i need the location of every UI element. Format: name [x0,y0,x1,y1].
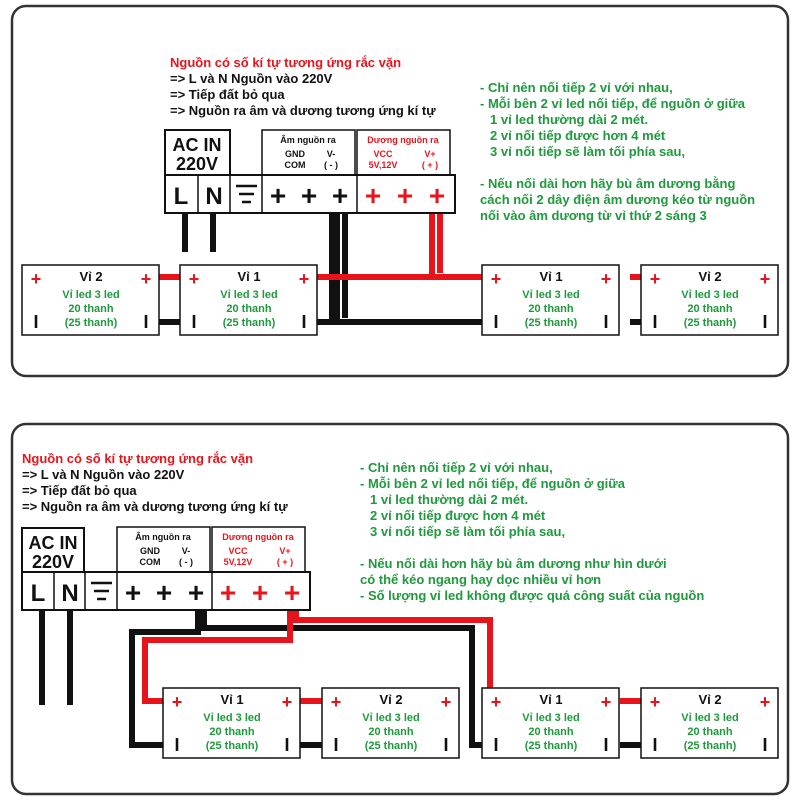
header-line: => Nguồn ra âm và dương tương ứng kí tự [22,499,288,514]
terminal-pos-2: + [396,180,414,211]
note-line: 3 vỉ nối tiếp sẽ làm tối phía sau, [490,144,686,159]
panel-1 [12,6,788,376]
negative-out-header: Âm nguồn ra [135,532,191,542]
header-title: Nguồn có số kí tự tương ứng rắc vặn [22,451,254,466]
module-minus: I [284,735,290,755]
vpos-sign-label: ( + ) [276,557,294,567]
note-line: 1 vỉ led thường dài 2 mét. [490,112,649,127]
terminal-n: N [205,183,223,210]
header-line: => L và N Nguồn vào 220V [22,467,185,482]
vcc-label: VCC [228,546,248,556]
header-line: => Nguồn ra âm và dương tương ứng kí tự [170,103,436,118]
note-line: 3 vỉ nối tiếp sẽ làm tối phía sau, [370,524,566,539]
gnd-label: GND [285,149,305,159]
note-line: - Mỗi bên 2 vỉ led nối tiếp, để nguồn ở giữa [360,476,625,491]
gnd-label: GND [140,546,160,556]
panel-2 [12,424,788,794]
module-minus: I [333,735,339,755]
vpos-sign-label: ( + ) [421,160,439,170]
header-title: Nguồn có số kí tự tương ứng rắc vặn [170,55,402,70]
module-minus: I [762,735,768,755]
module-title: Vỉ 2 [698,692,722,707]
terminal-l: L [30,580,46,607]
note-line: - Nếu nối dài hơn hãy bù âm dương bằng [480,176,736,191]
module-plus: + [30,269,42,289]
module-plus: + [759,269,771,289]
module-line: 20 thanh [226,303,272,315]
module-plus: + [490,269,502,289]
terminal-pos-1: + [219,577,237,608]
led-module [163,688,300,758]
terminal-pos-2: + [251,577,269,608]
module-plus: + [759,692,771,712]
module-line: (25 thanh) [205,740,259,752]
module-title: Vỉ 2 [698,269,722,284]
module-plus: + [171,692,183,712]
terminal-neg-3: + [187,577,205,608]
power-supply [165,130,455,213]
module-minus: I [493,735,499,755]
module-line: (25 thanh) [364,740,418,752]
vneg-label: V- [181,546,191,556]
module-plus: + [188,269,200,289]
module-line: (25 thanh) [524,317,578,329]
note-line: - Chỉ nên nối tiếp 2 vỉ với nhau, [360,460,553,475]
led-module [482,688,619,758]
module-line: Vỉ led 3 led [681,712,739,724]
module-plus: + [140,269,152,289]
terminal-l: L [173,183,189,210]
ac-in-label: AC IN [28,533,78,553]
module-line: Vỉ led 3 led [362,712,420,724]
module-plus: + [440,692,452,712]
module-minus: I [191,312,197,332]
module-title: Vỉ 1 [539,692,563,707]
module-title: Vỉ 1 [237,269,261,284]
module-line: 20 thanh [687,303,733,315]
header-line: => Tiếp đất bỏ qua [170,87,285,102]
module-line: 20 thanh [209,726,255,738]
module-line: Vỉ led 3 led [62,289,120,301]
note-line: - Nếu nối dài hơn hãy bù âm dương như hìn dưới [360,556,667,571]
note-line: cách nối 2 dây điện âm dương kéo từ nguồn [480,192,756,207]
header-line: => L và N Nguồn vào 220V [170,71,333,86]
note-line: - Số lượng vỉ led không được quá công suất của nguồn [360,588,705,603]
module-minus: I [301,312,307,332]
ac-voltage-label: 220V [31,552,75,572]
terminal-neg-2: + [300,180,318,211]
power-supply [22,527,310,610]
vpos-label: V+ [279,546,291,556]
vcc-voltage-label: 5V,12V [368,160,398,170]
note-line: có thể kéo ngang hay dọc nhiều vỉ hơn [360,572,602,587]
module-line: (25 thanh) [524,740,578,752]
module-line: (25 thanh) [64,317,118,329]
module-line: 20 thanh [528,303,574,315]
terminal-neg-1: + [124,577,142,608]
led-module [641,265,778,335]
module-plus: + [298,269,310,289]
module-title: Vỉ 1 [220,692,244,707]
module-minus: I [652,312,658,332]
led-module [641,688,778,758]
positive-out-header: Dương nguồn ra [222,532,294,542]
terminal-pos-1: + [364,180,382,211]
led-module [22,265,159,335]
terminal-pos-3: + [428,180,446,211]
module-line: (25 thanh) [683,740,737,752]
vpos-label: V+ [424,149,436,159]
vcc-label: VCC [373,149,393,159]
vneg-sign-label: ( - ) [324,160,338,170]
led-module [180,265,317,335]
terminal-n: N [61,580,79,607]
module-plus: + [600,269,612,289]
negative-out-header: Âm nguồn ra [280,135,336,145]
note-line: - Chỉ nên nối tiếp 2 vỉ với nhau, [480,80,673,95]
note-line: 2 vỉ nối tiếp được hơn 4 mét [370,508,546,523]
module-plus: + [490,692,502,712]
module-minus: I [443,735,449,755]
positive-out-header: Dương nguồn ra [367,135,439,145]
module-plus: + [330,692,342,712]
module-minus: I [33,312,39,332]
terminal-pos-3: + [283,577,301,608]
module-plus: + [649,269,661,289]
com-label: COM [139,557,161,567]
module-line: 20 thanh [528,726,574,738]
module-plus: + [649,692,661,712]
note-line: 1 vỉ led thường dài 2 mét. [370,492,529,507]
module-line: 20 thanh [368,726,414,738]
note-line: 2 vỉ nối tiếp được hơn 4 mét [490,128,666,143]
note-line: - Mỗi bên 2 vỉ led nối tiếp, để nguồn ở giữa [480,96,745,111]
module-line: Vỉ led 3 led [220,289,278,301]
module-plus: + [281,692,293,712]
module-title: Vỉ 1 [539,269,563,284]
module-line: (25 thanh) [683,317,737,329]
module-minus: I [493,312,499,332]
terminal-neg-2: + [155,577,173,608]
module-minus: I [174,735,180,755]
vcc-voltage-label: 5V,12V [223,557,253,567]
vneg-label: V- [326,149,336,159]
led-module [482,265,619,335]
com-label: COM [284,160,306,170]
module-line: 20 thanh [68,303,114,315]
note-line: nối vào âm dương từ vỉ thứ 2 sáng 3 [480,208,707,223]
module-plus: + [600,692,612,712]
module-line: Vỉ led 3 led [522,289,580,301]
module-line: 20 thanh [687,726,733,738]
led-module [322,688,459,758]
module-title: Vỉ 2 [379,692,403,707]
module-minus: I [762,312,768,332]
module-minus: I [603,312,609,332]
header-line: => Tiếp đất bỏ qua [22,483,137,498]
module-minus: I [143,312,149,332]
module-title: Vỉ 2 [79,269,103,284]
module-line: Vỉ led 3 led [203,712,261,724]
module-line: Vỉ led 3 led [522,712,580,724]
module-line: (25 thanh) [222,317,276,329]
ac-in-label: AC IN [172,135,222,155]
vneg-sign-label: ( - ) [179,557,193,567]
module-minus: I [652,735,658,755]
terminal-neg-3: + [331,180,349,211]
module-minus: I [603,735,609,755]
module-line: Vỉ led 3 led [681,289,739,301]
terminal-neg-1: + [269,180,287,211]
ac-voltage-label: 220V [175,154,219,174]
